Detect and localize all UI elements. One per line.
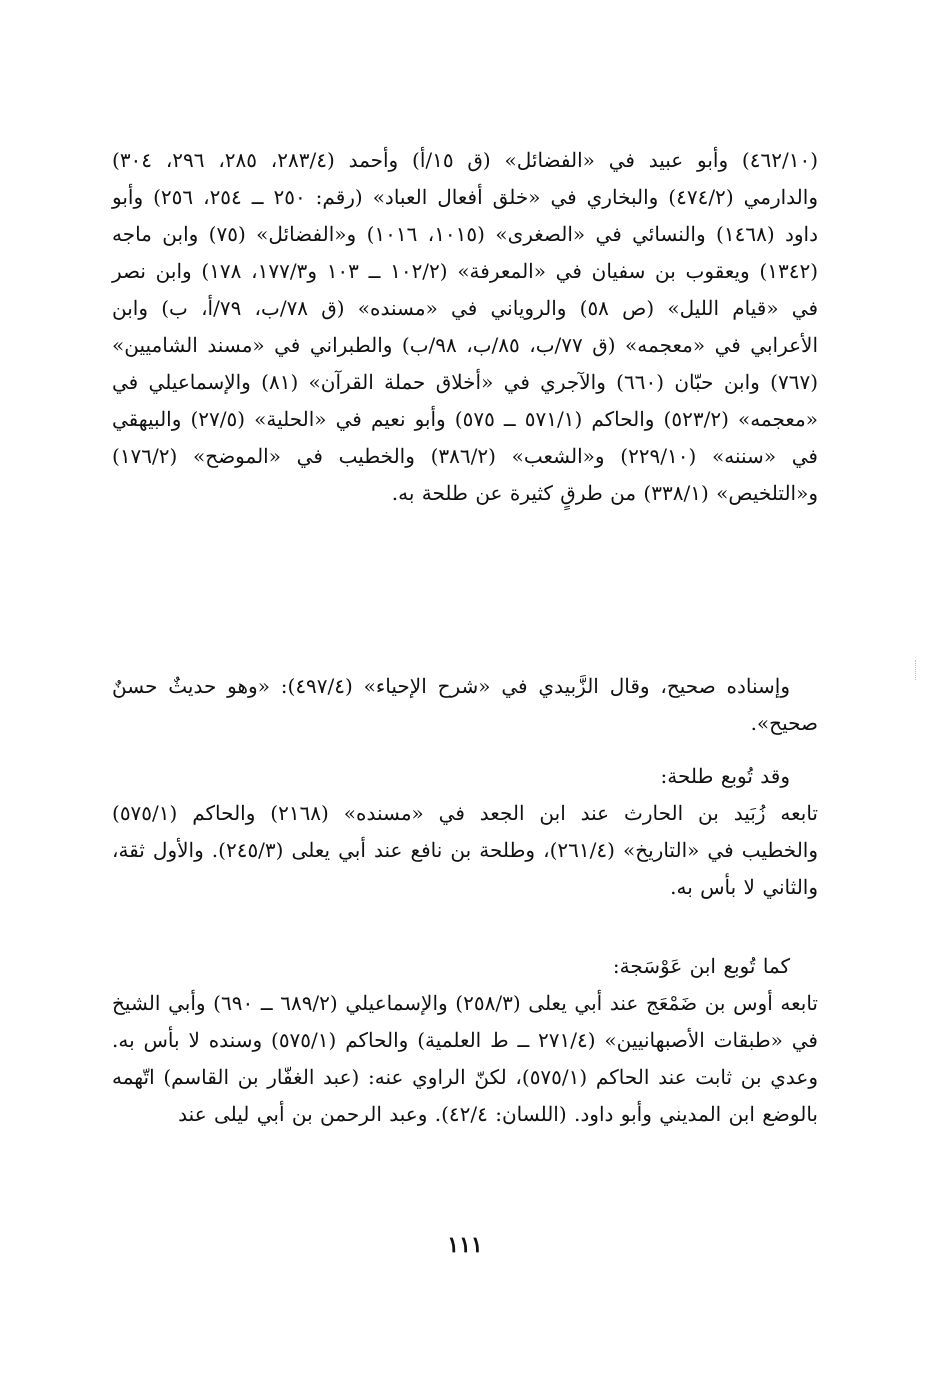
paragraph-isnad-grading: وإسناده صحيح، وقال الزَّبيدي في «شرح الإحياء» (٤٩٧/٤): «وهو حديثٌ حسنٌ صحيح».	[112, 674, 818, 735]
paragraph-awsaja-followups: تابعه أوس بن ضَمْعَج عند أبي يعلى (٢٥٨/٣) والإسماعيلي (٦٨٩/٢ ــ ٦٩٠) وأبي الشيخ في «طبقات الأصبهانيين» (٢٧١/٤ ــ ط العلمية) والحاكم (٥٧٥/١) وسنده لا بأس به. وعدي بن ثابت عند الحاكم (٥٧٥/١)، لكنّ الراوي عنه: (عبد الغفّار بن القاسم) اتّهمه بالوضع ابن المديني وأبو داود. (اللسان: ٤٢/٤). وعبد الرحمن بن أبي ليلى عند	[112, 991, 818, 1126]
margin-artifact	[913, 660, 916, 680]
text-block-sources	[112, 142, 818, 512]
paragraph-heading-talha: وقد تُوبع طلحة:	[660, 764, 790, 788]
text-block-awsaja-followups	[112, 948, 818, 1133]
paragraph-talha-followups: تابعه زُبَيد بن الحارث عند ابن الجعد في «مسنده» (٢١٦٨) والحاكم (٥٧٥/١) والخطيب في «التاريخ» (٢٦١/٤)، وطلحة بن نافع عند أبي يعلى (٢٤٥/٣). والأول ثقة، والثاني لا بأس به.	[112, 801, 818, 899]
text-block-talha-followups	[112, 758, 818, 906]
page-number: ١١١	[447, 1232, 483, 1258]
paragraph-heading-awsaja: كما تُوبع ابن عَوْسَجة:	[612, 954, 790, 978]
paragraph-sources-list: (٤٦٢/١٠) وأبو عبيد في «الفضائل» (ق ١٥/أ) وأحمد (٢٨٣/٤، ٢٨٥، ٢٩٦، ٣٠٤) والدارمي (٤٧٤/٢) والبخاري في «خلق أفعال العباد» (رقم: ٢٥٠ ــ ٢٥٤، ٢٥٦) وأبو داود (١٤٦٨) والنسائي في «الصغرى» (١٠١٥، ١٠١٦) و«الفضائل» (٧٥) وابن ماجه (١٣٤٢) ويعقوب بن سفيان في «المعرفة» (١٠٢/٢ ــ ١٠٣ و١٧٧/٣، ١٧٨) وابن نصر في «قيام الليل» (ص ٥٨) والروياني في «مسنده» (ق ٧٨/ب، ٧٩/أ، ب) وابن الأعرابي في «معجمه» (ق ٧٧/ب، ٨٥/ب، ٩٨/ب) والطبراني في «مسند الشاميين» (٧٦٧) وابن حبّان (٦٦٠) والآجري في «أخلاق حملة القرآن» (٨١) والإسماعيلي في «معجمه» (٥٢٣/٢) والحاكم (٥٧١/١ ــ ٥٧٥) وأبو نعيم في «الحلية» (٢٧/٥) والبيهقي في «سننه» (٢٢٩/١٠) و«الشعب» (٣٨٦/٢) والخطيب في «الموضح» (١٧٦/٢) و«التلخيص» (٣٣٨/١) من طرقٍ كثيرة عن طلحة به.	[112, 148, 819, 505]
text-block-isnad	[112, 668, 818, 742]
